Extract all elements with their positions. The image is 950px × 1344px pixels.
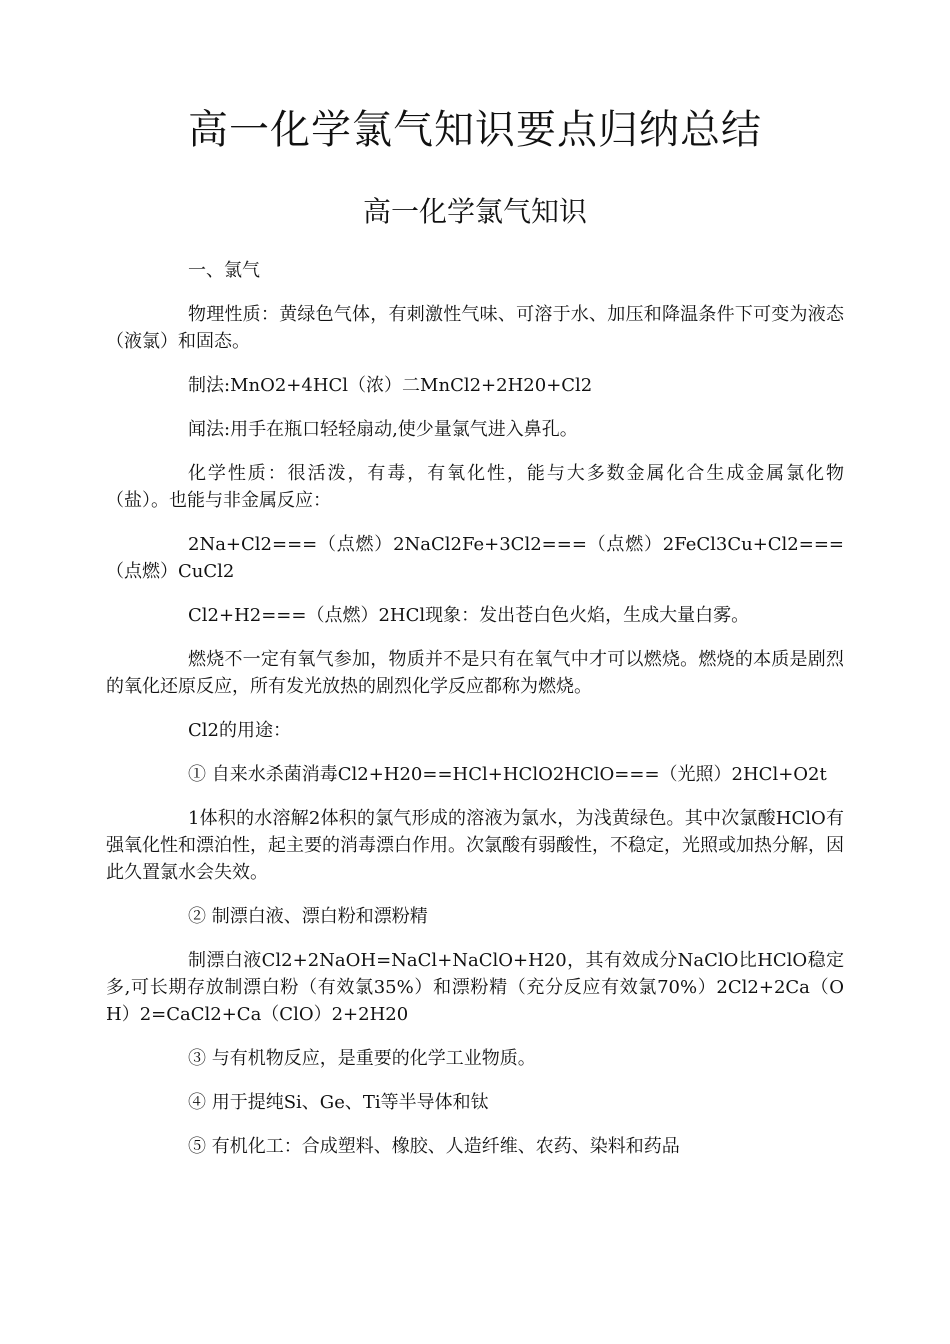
- list-item-organic-reaction: ③ 与有机物反应，是重要的化学工业物质。: [188, 1048, 536, 1069]
- document-body: [106, 257, 844, 1177]
- paragraph-metal-reactions: 2Na+Cl2===（点燃）2NaCl2Fe+3Cl2===（点燃）2FeCl3Cu+Cl2===（点燃）CuCl2: [106, 534, 844, 582]
- document-title: 高一化学氯气知识要点归纳总结: [188, 107, 762, 153]
- paragraph-uses-heading: Cl2的用途：: [188, 720, 291, 741]
- list-item-purification: ④ 用于提纯Si、Ge、Ti等半导体和钛: [188, 1092, 489, 1113]
- list-item-disinfection: ① 自来水杀菌消毒Cl2+H20==HCl+HClO2HClO===（光照）2HCl+O2t: [188, 764, 827, 785]
- paragraph-physical-properties: 物理性质：黄绿色气体，有刺激性气味、可溶于水、加压和降温条件下可变为液态（液氯）和固态。: [106, 304, 844, 352]
- paragraph-chlorine-water: 1体积的水溶解2体积的氯气形成的溶液为氯水，为浅黄绿色。其中次氯酸HClO有强氧化性和漂泊性，起主要的消毒漂白作用。次氯酸有弱酸性，不稳定，光照或加热分解，因此久置氯水会失效。: [106, 808, 844, 883]
- list-item-organic-chemical-industry: ⑤ 有机化工：合成塑料、橡胶、人造纤维、农药、染料和药品: [188, 1136, 680, 1157]
- list-item-bleach: ② 制漂白液、漂白粉和漂粉精: [188, 906, 428, 927]
- paragraph-bleach-preparation: 制漂白液Cl2+2NaOH=NaCl+NaClO+H20，其有效成分NaClO比HClO稳定多,可长期存放制漂白粉（有效氯35%）和漂粉精（充分反应有效氯70%）2Cl2+2Ca（OH）2=CaCl2+Ca（ClO）2+2H20: [106, 950, 844, 1025]
- paragraph-preparation: 制法:MnO2+4HCl（浓）二MnCl2+2H20+Cl2: [188, 375, 593, 396]
- document-subtitle: 高一化学氯气知识: [362, 195, 587, 228]
- paragraph-chemical-properties: 化学性质：很活泼，有毒，有氧化性，能与大多数金属化合生成金属氯化物（盐）。也能与非金属反应：: [106, 463, 844, 511]
- paragraph-combustion: 燃烧不一定有氧气参加，物质并不是只有在氧气中才可以燃烧。燃烧的本质是剧烈的氧化还原反应，所有发光放热的剧烈化学反应都称为燃烧。: [106, 649, 844, 697]
- section-heading-chlorine: 一、氯气: [188, 260, 260, 281]
- paragraph-hydrogen-reaction: Cl2+H2===（点燃）2HCl现象：发出苍白色火焰，生成大量白雾。: [188, 605, 750, 626]
- paragraph-smelling-method: 闻法:用手在瓶口轻轻扇动,使少量氯气进入鼻孔。: [188, 419, 578, 440]
